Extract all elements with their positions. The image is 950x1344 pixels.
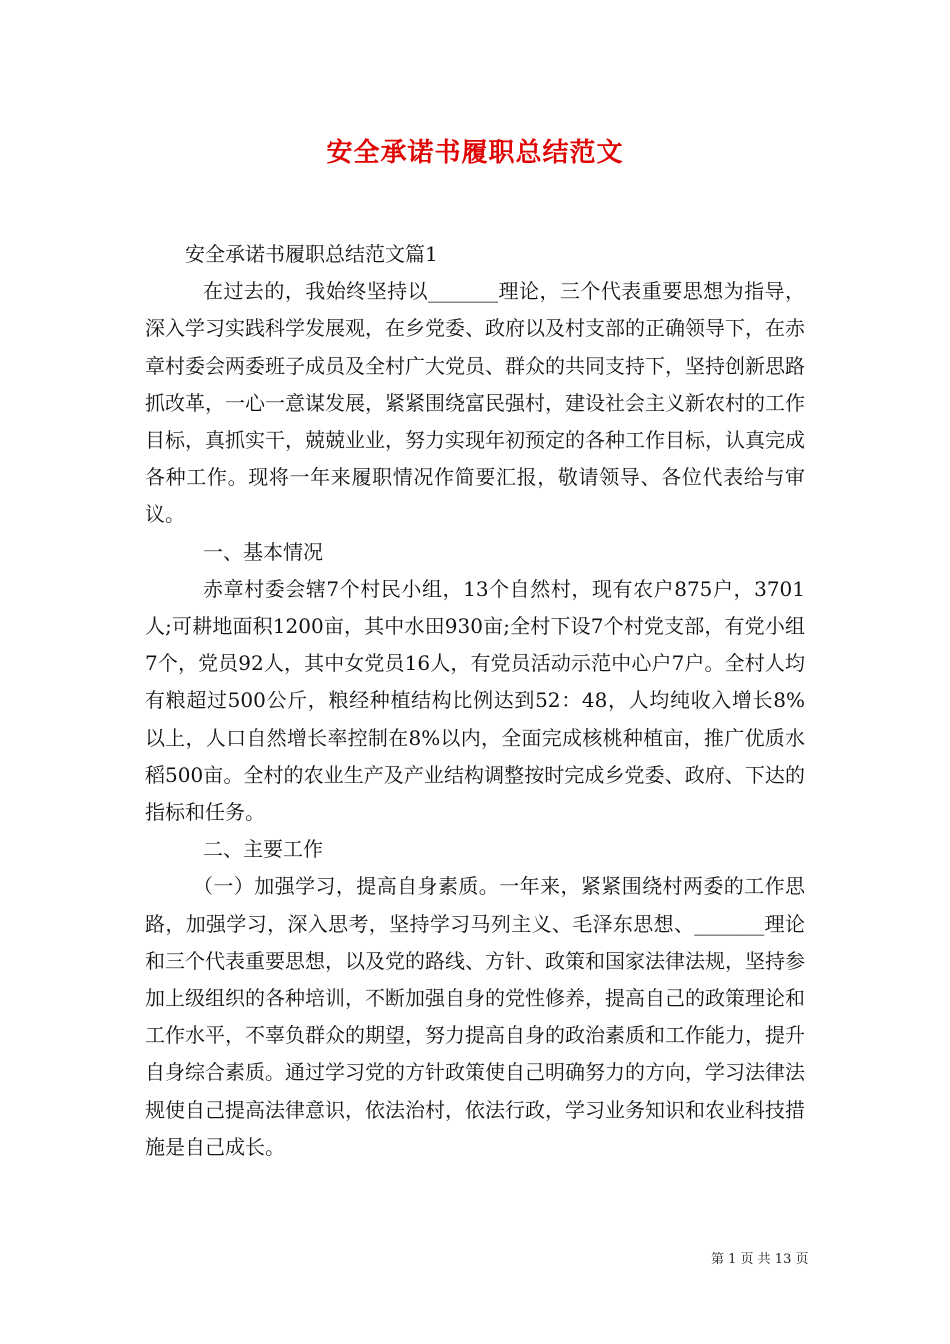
section-heading: 安全承诺书履职总结范文篇1 xyxy=(185,242,438,266)
section-heading: 二、主要工作 xyxy=(203,837,323,862)
section-heading: 一、基本情况 xyxy=(203,539,323,564)
document-title: 安全承诺书履职总结范文 xyxy=(326,138,624,168)
page-number-footer: 第 1 页 共 13 页 xyxy=(711,1252,809,1267)
body-paragraph: 赤章村委会辖7个村民小组，13个自然村，现有农户875户，3701人;可耕地面积1200亩，其中水田930亩;全村下设7个村党支部，有党小组7个，党员92人，其中女党员16人，有党员活动示范中心户7户。全村人均有粮超过500公斤，粮经种植结构比例达到52：48，人均纯收入增长8%以上，人口自然增长率控制在8%以内，全面完成核桃种植亩，推广优质水稻500亩。全村的农业生产及产业结构调整按时完成乡党委、政府、下达的指标和任务。 xyxy=(145,576,805,825)
body-paragraph: 在过去的，我始终坚持以_______理论，三个代表重要思想为指导，深入学习实践科学发展观，在乡党委、政府以及村支部的正确领导下，在赤章村委会两委班子成员及全村广大党员、群众的共同支持下，坚持创新思路抓改革，一心一意谋发展，紧紧围绕富民强村，建设社会主义新农村的工作目标，真抓实干，兢兢业业，努力实现年初预定的各种工作目标，认真完成各种工作。现将一年来履职情况作简要汇报，敬请领导、各位代表给与审议。 xyxy=(145,279,805,527)
document-body xyxy=(145,236,805,1166)
body-paragraph: （一）加强学习，提高自身素质。一年来，紧紧围绕村两委的工作思路，加强学习，深入思考，坚持学习马列主义、毛泽东思想、_______理论和三个代表重要思想，以及党的路线、方针、政策和国家法律法规，坚持参加上级组织的各种培训，不断加强自身的党性修养，提高自己的政策理论和工作水平，不辜负群众的期望，努力提高自身的政治素质和工作能力，提升自身综合素质。通过学习党的方针政策使自己明确努力的方向，学习法律法规使自己提高法律意识，依法治村，依法行政，学习业务知识和农业科技措施是自己成长。 xyxy=(145,874,805,1159)
